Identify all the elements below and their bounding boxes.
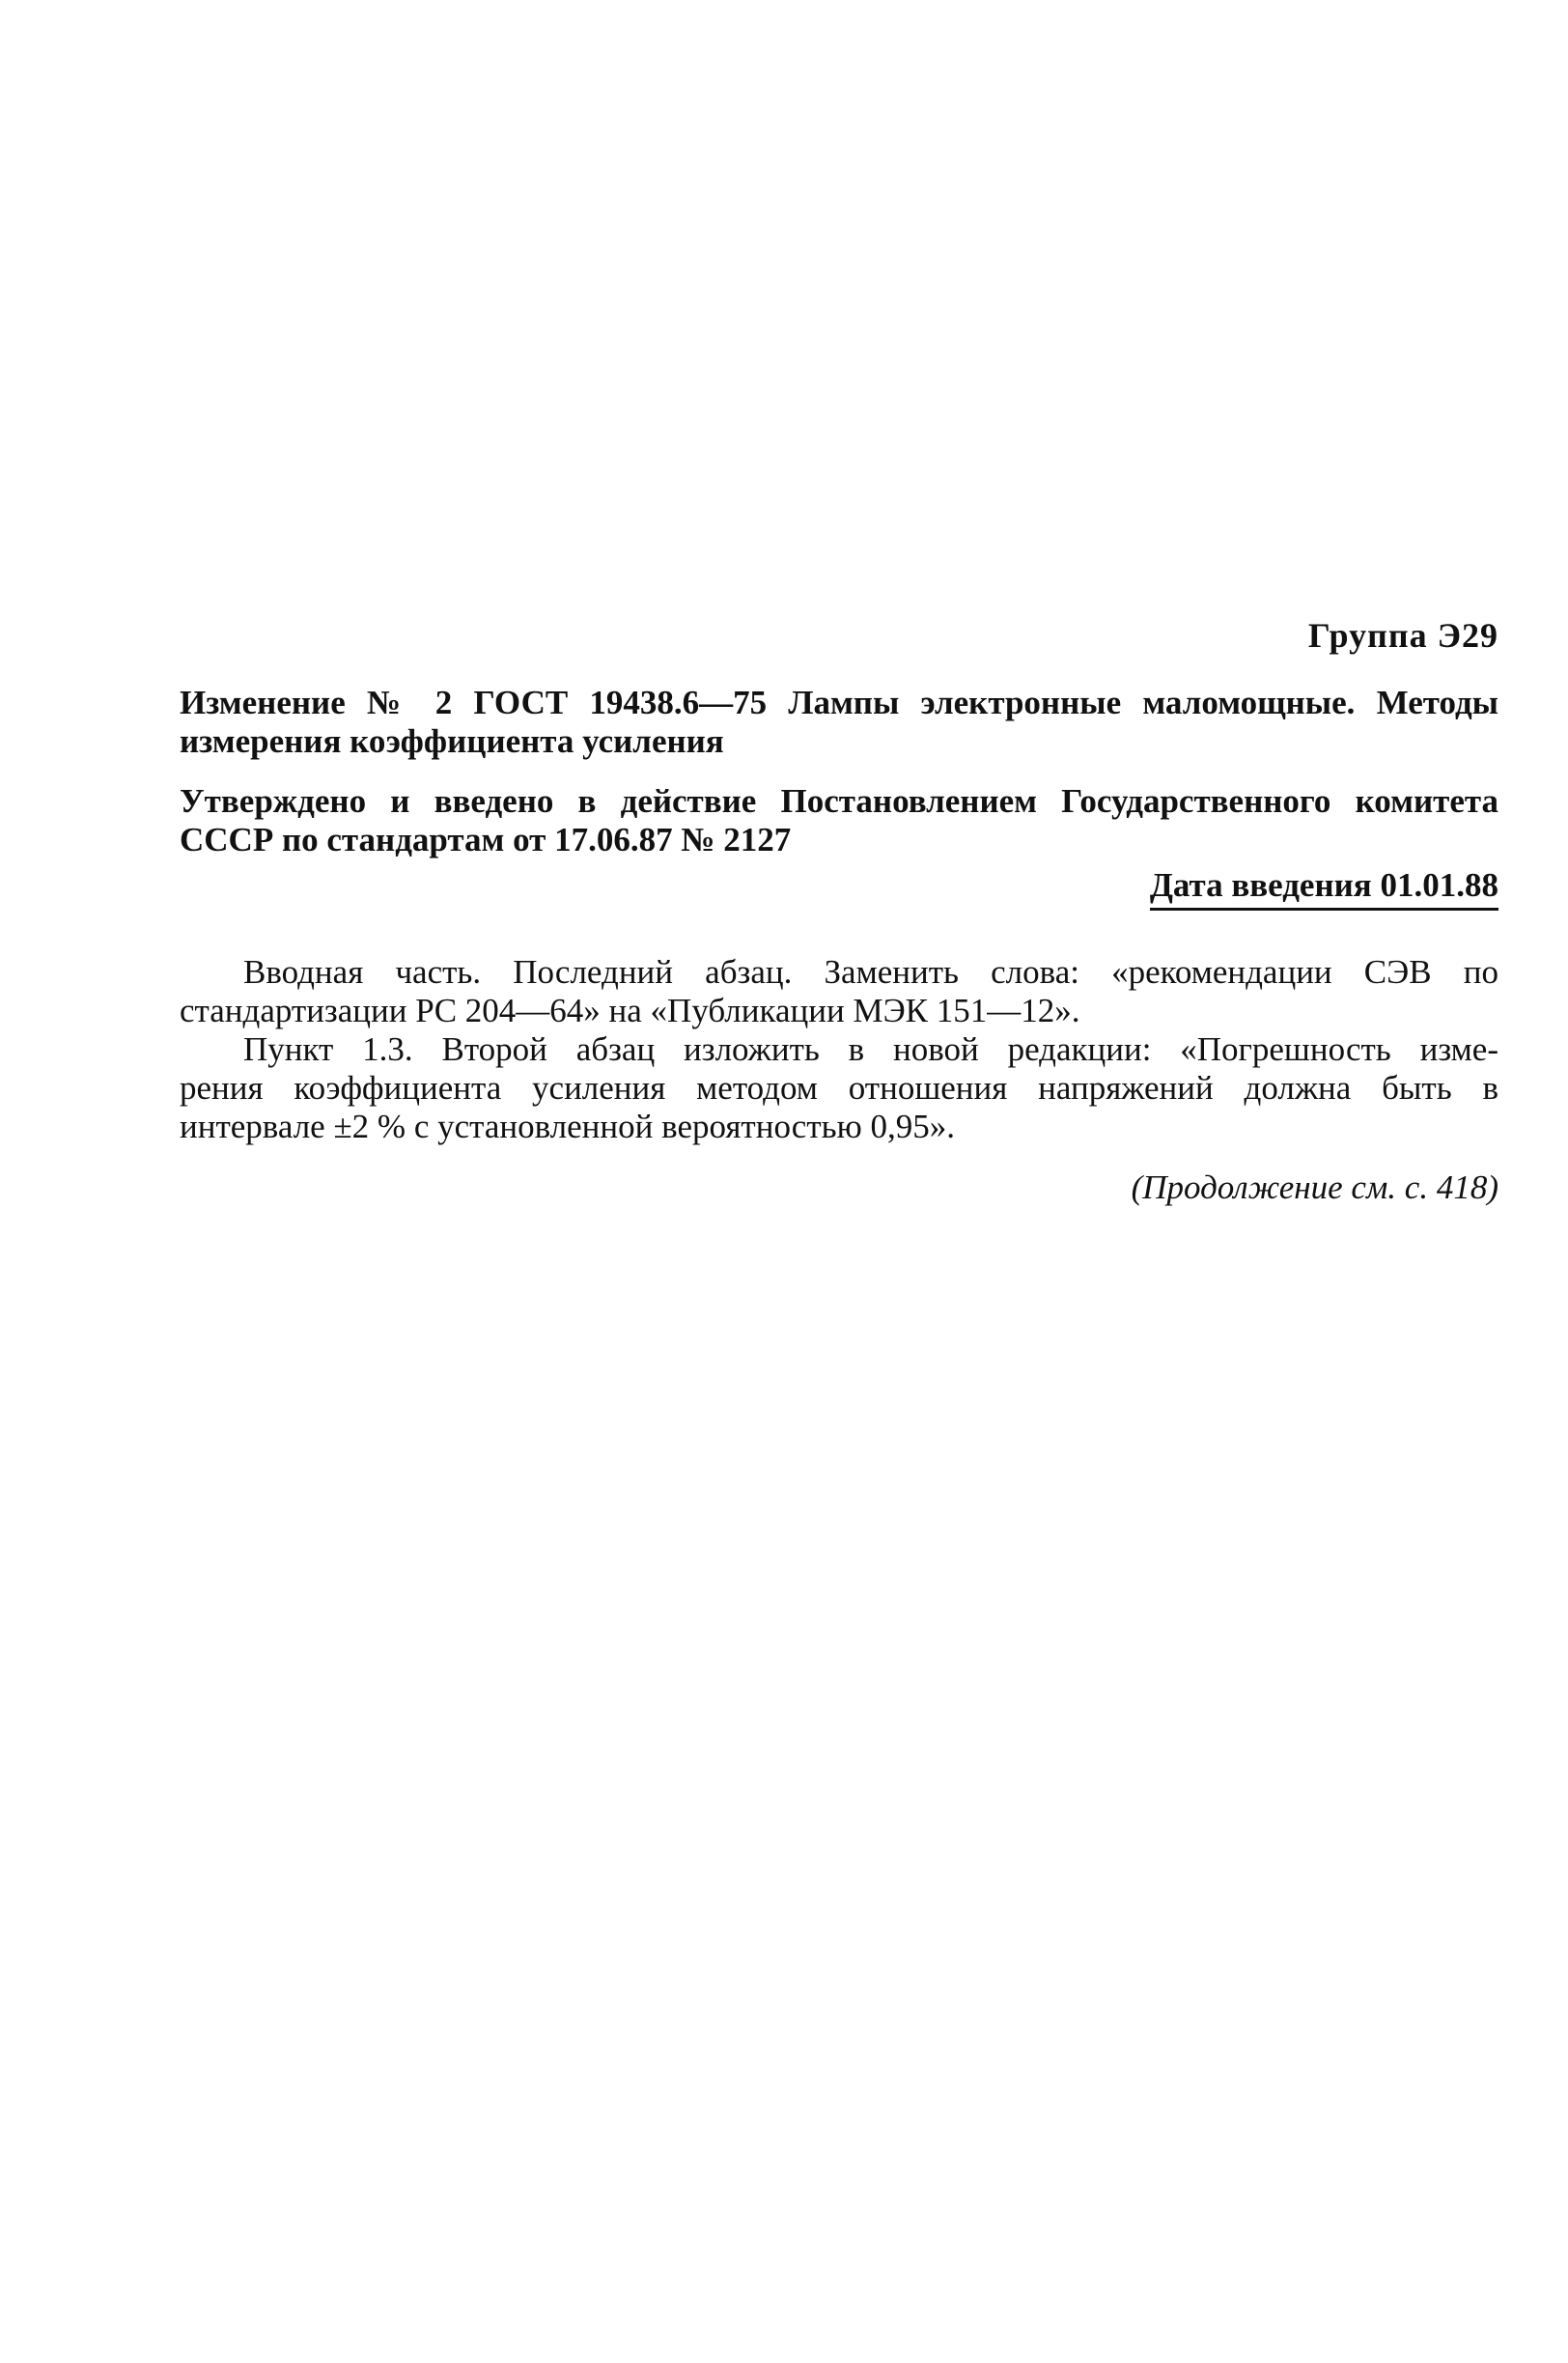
paragraph-clause-1-3 bbox=[180, 1030, 1498, 1146]
amendment-title bbox=[180, 684, 1498, 761]
effective-date-text: Дата введения 01.01.88 bbox=[1150, 865, 1498, 911]
document-page bbox=[180, 614, 1498, 1208]
continuation-note: (Продолжение см. с. 418) bbox=[1131, 1168, 1498, 1206]
paragraph-clause-line-1: Пункт 1.3. Второй абзац изложить в новой редакции: «Погрешность изме- bbox=[243, 1030, 1498, 1068]
paragraph-clause-line-3: интервале ±2 % с установленной вероятностью 0,95». bbox=[180, 1108, 956, 1145]
approval-statement bbox=[180, 782, 1498, 859]
paragraph-clause-line-2: рения коэффициента усиления методом отношения напряжений должна быть в bbox=[180, 1069, 1498, 1107]
paragraph-introduction-line-2: стандартизации PC 204—64» на «Публикации МЭК 151—12». bbox=[180, 992, 1080, 1029]
approval-line-1: Утверждено и введено в действие Постановлением Государственного комитета bbox=[180, 782, 1498, 820]
group-code: Группа Э29 bbox=[1307, 616, 1498, 655]
approval-line-2: СССР по стандартам от 17.06.87 № 2127 bbox=[180, 821, 792, 858]
amendment-title-line-2: измерения коэффициента усиления bbox=[180, 722, 724, 760]
paragraph-introduction-line-1: Вводная часть. Последний абзац. Заменить слова: «рекомендации СЭВ по bbox=[243, 953, 1498, 991]
paragraph-introduction bbox=[180, 953, 1498, 1030]
amendment-title-line-1: Изменение № 2 ГОСТ 19438.6—75 Лампы электронные маломощные. Методы bbox=[180, 684, 1498, 721]
effective-date bbox=[180, 865, 1498, 911]
